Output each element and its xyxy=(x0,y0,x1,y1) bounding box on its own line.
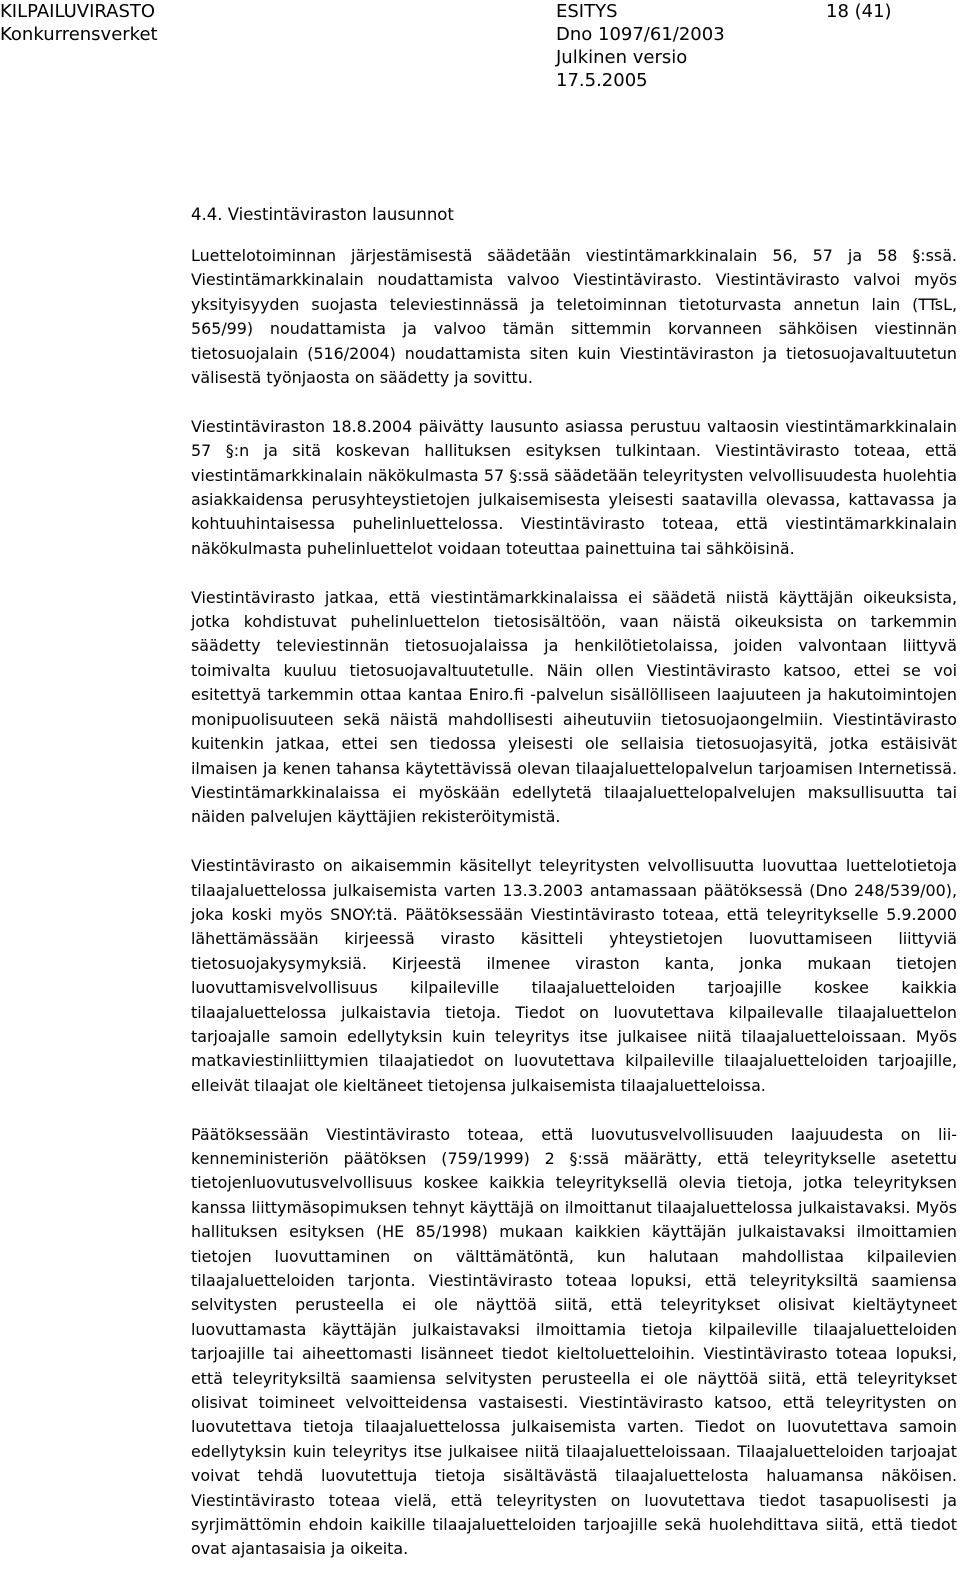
header-document-type: ESITYS xyxy=(556,1,618,22)
document-body xyxy=(191,244,957,1586)
header-document-info xyxy=(556,0,725,92)
paragraph: Viestintävirasto jatkaa, että viestintämarkkinalaissa ei säädetä niistä käyttäjän oikeuksista, jotka kohdistuvat puhelinluettelon tietosisältöön, vaan näistä oikeuksista on tarkemmin säädetty televiestinnän tietosuojalaissa ja henkilötietolaissa, joiden valvontaan liittyvä toimivalta kuuluu tietosuojavaltuutetulle. Näin ollen Viestintävirasto katsoo, ettei se voi esitettyä tarkemmin ottaa kantaa Eniro.fi -palvelun sisällölliseen laajuuteen ja hakutoimintojen monipuolisuuteen sekä näistä mahdollisesti aiheutuviin tietosuojaongelmiin. Viestintävirasto kuitenkin jatkaa, ettei sen tiedossa yleisesti ole sellaisia tietosuojasyitä, jotka estäisivät ilmaisen ja kenen tahansa käytettävissä olevan tilaajaluettelopalvelun tarjoamisen Internetissä. Viestintämarkkinalaissa ei myöskään edellytetä tilaajaluettelopalvelujen maksullisuutta tai näiden palvelujen käyttäjien rekisteröitymistä. xyxy=(191,587,957,827)
page-header xyxy=(0,0,960,100)
paragraph: Viestintäviraston 18.8.2004 päivätty lausunto asiassa perustuu valtaosin viestintämarkkinalain 57 §:n ja sitä koskevan hallituksen esityksen tulkintaan. Viestintävirasto toteaa, että viestintämarkkinalain näkökulmasta 57 §:ssä säädetään teleyritysten velvollisuudesta huolehtia asiakkaidensa perusyhteystietojen julkaisemisesta yleisesti saatavilla olevassa, kattavassa ja kohtuuhintaisessa puhelinluettelossa. Viestintävirasto toteaa, että viestintämarkkinalain näkökulmasta puhelinluettelot voidaan toteuttaa painettuina tai sähköisinä. xyxy=(191,416,957,558)
header-organization-fi: KILPAILUVIRASTO xyxy=(0,1,156,22)
header-organization-sv: Konkurrensverket xyxy=(0,24,158,45)
header-organization xyxy=(0,0,158,46)
header-version: Julkinen versio xyxy=(556,47,688,68)
paragraph: Viestintävirasto on aikaisemmin käsitellyt teleyritysten velvollisuutta luovuttaa luettelotietoja tilaajaluettelossa julkaisemista varten 13.3.2003 antamassaan päätöksessä (Dno 248/539/00), joka koski myös SNOY:tä. Päätöksessään Viestintävirasto toteaa, että teleyritykselle 5.9.2000 lähettämässään kirjeessä virasto käsitteli yhteystietojen luovuttamiseen liittyviä tietosuojakysymyksiä. Kirjeestä ilmenee viraston kanta, jonka mukaan tietojen luovuttamisvelvollisuus kilpaileville tilaajaluetteloiden tarjoajille koskee kaikkia tilaajaluettelossa julkaistavia tietoja. Tiedot on luovutettava kilpailevalle tilaajaluettelon tarjoajalle samoin edellytyksin kuin teleyritys itse julkaisee niitä tilaajaluetteloissaan. Myös matkaviestinliittymien tilaajatiedot on luovutettava kilpaileville tilaajaluetteloiden tarjoajille, elleivät tilaajat ole kieltäneet tietojensa julkaisemista tilaajaluetteloissa. xyxy=(191,856,957,1095)
header-date: 17.5.2005 xyxy=(556,70,648,91)
paragraph: Päätöksessään Viestintävirasto toteaa, että luovutusvelvollisuuden laajuudesta on liikenneministeriön päätöksen (759/1999) 2 §:ssä määrätty, että teleyritykselle asetettu tietojenluovutusvelvollisuus koskee kaikkia teleyrityksellä olevia tietoja, jotka teleyrityksen kanssa liittymäsopimuksen tehnyt käyttäjä on ilmoittanut tilaajaluettelossa julkaistavaksi. Myös hallituksen esityksen (HE 85/1998) mukaan kaikkien käyttäjän julkaistavaksi ilmoittamien tietojen luovuttaminen on välttämätöntä, kun halutaan mahdollistaa kilpailevien tilaajaluetteloiden tarjonta. Viestintävirasto toteaa lopuksi, että teleyrityksiltä saamiensa selvitysten perusteella ei ole näyttöä siitä, että teleyritykset olisivat kieltäytyneet luovuttamasta käyttäjän julkaistavaksi ilmoittamia tietoja kilpaileville tilaajaluetteloiden tarjoajille tai aiheettomasti lisänneet tiedot kieltoluetteloihin. Viestintävirasto toteaa lopuksi, että teleyrityksiltä saamiensa selvitysten perusteella ei ole näyttöä siitä, että teleyritykset olisivat toimineet velvoitteidensa vastaisesti. Viestintävirasto katsoo, että teleyritysten on luovutettava tietoja tilaajaluettelossa julkaisemista varten. Tiedot on luovutettava samoin edellytyksin kuin teleyritys itse julkaisee niitä tilaajaluetteloissaan. Tilaajaluetteloiden tarjoajat voivat tehdä luovutettuja tietoja sisältävästä tilaajaluettelosta haluamansa näköisen. Viestintävirasto toteaa vielä, että teleyritysten on luovutettava tiedot tasapuolisesti ja syrjimättömin ehdoin kaikille tilaajaluetteloiden tarjoajille sekä huolehdittava siitä, että tiedot ovat ajantasaisia ja oikeita. xyxy=(191,1124,957,1559)
header-page-number xyxy=(826,0,892,23)
header-document-number: Dno 1097/61/2003 xyxy=(556,24,725,45)
page-number: 18 (41) xyxy=(826,1,892,22)
section-heading: 4.4. Viestintäviraston lausunnot xyxy=(191,205,454,224)
paragraph: Luettelotoiminnan järjestämisestä säädetään viestintämarkkinalain 56, 57 ja 58 §:ssä. Viestintämarkkinalain noudattamista valvoo Viestintävirasto. Viestintävirasto valvoi myös yksityisyyden suojasta televiestinnässä ja teletoiminnan tietoturvasta annetun lain (TTsL, 565/99) noudattamista ja valvoo tämän sittemmin korvanneen sähköisen viestinnän tietosuojalain (516/2004) noudattamista siten kuin Viestintäviraston ja tietosuojavaltuutetun välisestä työnjaosta on säädetty ja sovittu. xyxy=(191,246,957,388)
